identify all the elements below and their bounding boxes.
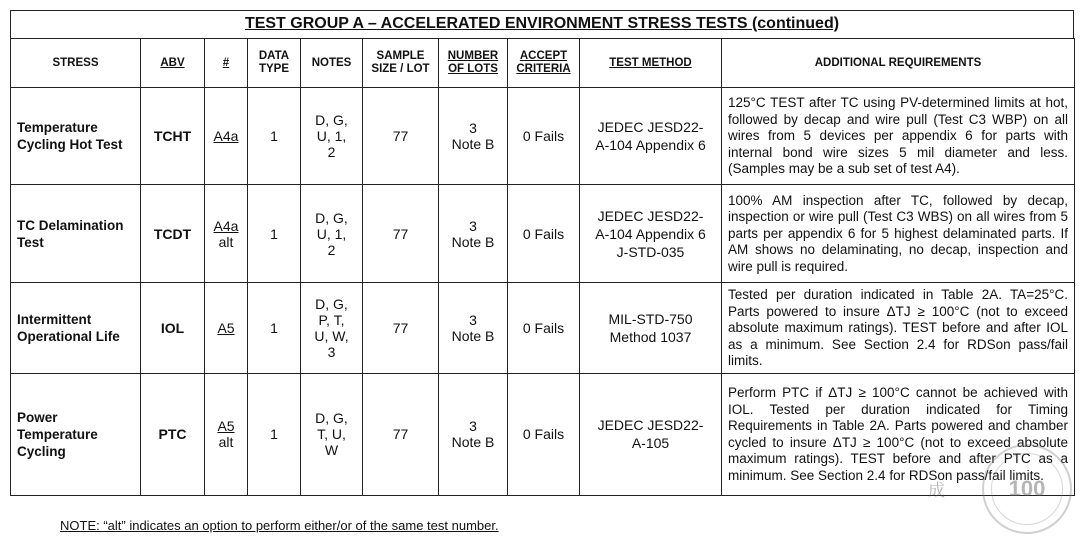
watermark-seal-icon	[982, 444, 1072, 534]
stress-cell: Intermittent Operational Life	[11, 283, 141, 374]
lots-value: 3	[469, 418, 477, 434]
sample-size-cell: 77	[363, 185, 439, 283]
header-accept-criteria: ACCEPT CRITERIA	[508, 39, 580, 88]
footnote: NOTE: “alt” indicates an option to perform either/or of the same test number.	[60, 518, 499, 533]
data-type-cell: 1	[248, 373, 301, 495]
num-cell	[205, 283, 248, 374]
lots-note: Note B	[451, 136, 495, 152]
header-sample-size: SAMPLE SIZE / LOT	[363, 39, 439, 88]
lots-value: 3	[469, 311, 477, 328]
sample-size-cell: 77	[363, 88, 439, 185]
num-link: A5	[217, 418, 235, 434]
accept-cell: 0 Fails	[508, 283, 580, 374]
table-row	[11, 88, 1075, 185]
lots-cell	[439, 373, 508, 495]
header-test-method: TEST METHOD	[580, 39, 722, 88]
notes-cell: D, G, T, U, W	[301, 373, 363, 495]
data-type-cell: 1	[248, 185, 301, 283]
header-stress: STRESS	[11, 39, 141, 88]
header-abv: ABV	[141, 39, 205, 88]
num-sub: alt	[218, 233, 234, 250]
watermark-inner-ring	[991, 453, 1063, 525]
abv-cell: TCDT	[141, 185, 205, 283]
data-type-cell: 1	[248, 283, 301, 374]
table-row	[11, 185, 1075, 283]
lots-cell	[439, 185, 508, 283]
requirements-cell: Perform PTC if ΔTJ ≥ 100°C cannot be achieved with IOL. Tested per duration indicated for Timing Requirements in Table 2A. Parts powered and chamber cycled to insure ΔTJ ≥ 100°C (not to exceed absolute maximum ratings). TEST before and after PTC as a minimum. See Section 2.4 for RDSon pass/fail limits.	[722, 373, 1075, 495]
accept-cell: 0 Fails	[508, 373, 580, 495]
header-notes: NOTES	[301, 39, 363, 88]
stress-cell: Temperature Cycling Hot Test	[11, 88, 141, 185]
num-cell	[205, 373, 248, 495]
lots-note: Note B	[451, 327, 495, 344]
requirements-cell: 100% AM inspection after TC, followed by decap, inspection or wire pull (Test C3 WBS) on all wires from 5 parts per appendix 6 for 5 highest delaminated parts. If AM shows no delaminating, no decap, inspection and wire pull is required.	[722, 185, 1075, 283]
method-cell: JEDEC JESD22-A-104 Appendix 6 J-STD-035	[580, 185, 722, 283]
requirements-cell: Tested per duration indicated in Table 2A. TA=25°C. Parts powered to insure ΔTJ ≥ 100°C (not to exceed absolute maximum ratings). TEST before and after IOL as a minimum. See Section 2.4 for RDSon pass/fail limits.	[722, 283, 1075, 374]
header-num: #	[205, 39, 248, 88]
num-sub: alt	[218, 434, 234, 450]
notes-cell: D, G, U, 1, 2	[301, 185, 363, 283]
abv-cell: PTC	[141, 373, 205, 495]
notes-cell: D, G, P, T, U, W, 3	[301, 283, 363, 374]
sample-size-cell: 77	[363, 283, 439, 374]
table-row	[11, 373, 1075, 495]
method-cell: MIL-STD-750 Method 1037	[580, 283, 722, 374]
accept-cell: 0 Fails	[508, 88, 580, 185]
num-link: A4a	[213, 217, 239, 234]
sample-size-cell: 77	[363, 373, 439, 495]
header-row	[11, 39, 1075, 88]
lots-value: 3	[469, 120, 477, 136]
num-link: A4a	[213, 128, 239, 144]
lots-cell	[439, 88, 508, 185]
stress-test-table	[10, 38, 1075, 496]
watermark-side-text: 成	[928, 481, 945, 500]
lots-note: Note B	[451, 434, 495, 450]
watermark-seal-text: 100	[1008, 476, 1046, 501]
stress-cell: TC Delamination Test	[11, 185, 141, 283]
method-cell: JEDEC JESD22-A-104 Appendix 6	[580, 88, 722, 185]
num-link: A5	[217, 319, 235, 336]
abv-cell: IOL	[141, 283, 205, 374]
lots-cell	[439, 283, 508, 374]
data-type-cell: 1	[248, 88, 301, 185]
header-number-of-lots: NUMBER OF LOTS	[439, 39, 508, 88]
method-cell: JEDEC JESD22-A-105	[580, 373, 722, 495]
accept-cell: 0 Fails	[508, 185, 580, 283]
notes-cell: D, G, U, 1, 2	[301, 88, 363, 185]
requirements-cell: 125°C TEST after TC using PV-determined limits at hot, followed by decap and wire pull (Test C3 WBP) on all wires from 5 devices per appendix 6 for parts with internal bond wire sizes 5 mil diameter and less. (Samples may be a sub set of test A4).	[722, 88, 1075, 185]
abv-cell: TCHT	[141, 88, 205, 185]
header-additional-requirements: ADDITIONAL REQUIREMENTS	[722, 39, 1075, 88]
table-row	[11, 283, 1075, 374]
lots-value: 3	[469, 217, 477, 234]
num-cell	[205, 185, 248, 283]
table-title: TEST GROUP A – ACCELERATED ENVIRONMENT STRESS TESTS (continued)	[10, 10, 1074, 38]
num-cell	[205, 88, 248, 185]
header-data-type: DATA TYPE	[248, 39, 301, 88]
stress-cell: Power Temperature Cycling	[11, 373, 141, 495]
lots-note: Note B	[451, 233, 495, 250]
